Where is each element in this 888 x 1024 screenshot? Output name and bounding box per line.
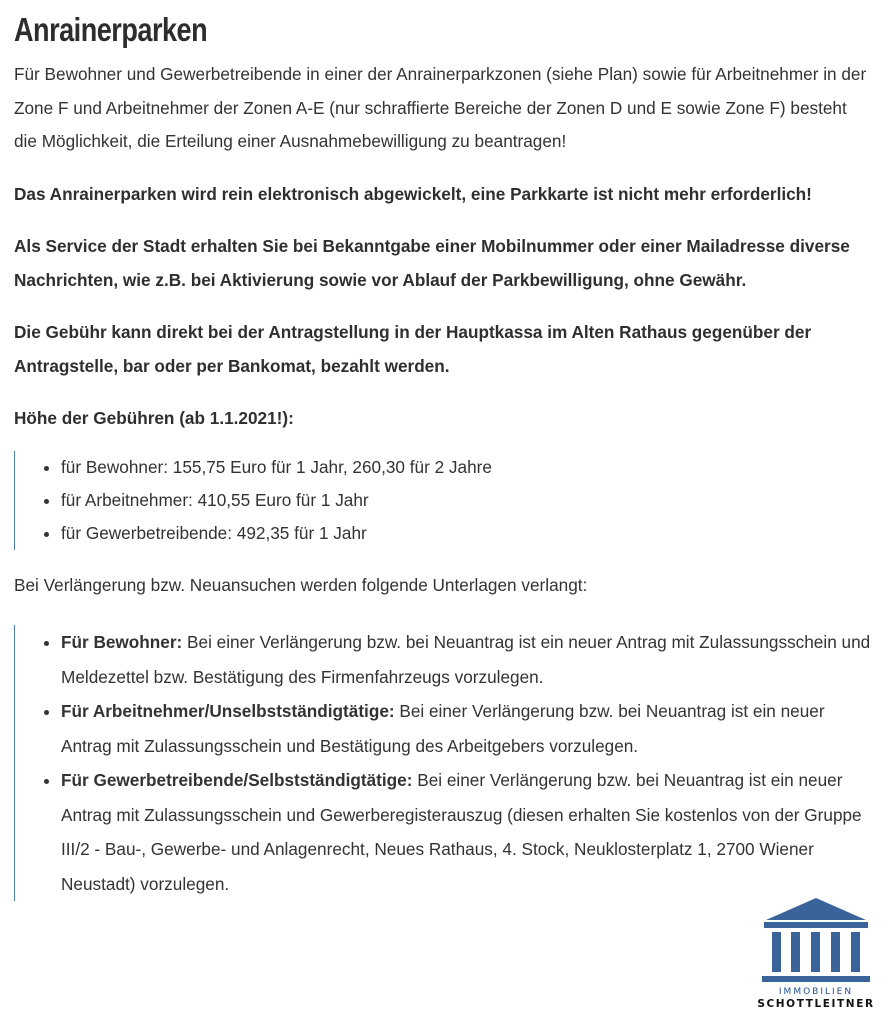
watermark-line1: IMMOBILIEN (778, 987, 854, 997)
documents-list (14, 625, 874, 901)
document-label: Für Arbeitnehmer/Unselbstständigtätige: (61, 701, 395, 721)
electronic-notice: Das Anrainerparken wird rein elektronisch abgewickelt, eine Parkkarte ist nicht mehr erforderlich! (14, 183, 812, 204)
building-columns-icon (756, 890, 876, 986)
watermark-logo (756, 890, 876, 1020)
intro-paragraph: Für Bewohner und Gewerbetreibende in einer der Anrainerparkzonen (siehe Plan) sowie für Arbeitnehmer in der Zone F und Arbeitnehmer der Zonen A-E (nur schraffierte Bereiche der Zonen D und E sowie Zone F) besteht die Möglichkeit, die Erteilung einer Ausnahmebewilligung zu beantragen! (14, 64, 867, 151)
fees-heading: Höhe der Gebühren (ab 1.1.2021!): (14, 408, 294, 428)
page-title: Anrainerparken (14, 11, 208, 48)
documents-intro: Bei Verlängerung bzw. Neuansuchen werden folgende Unterlagen verlangt: (14, 574, 588, 595)
service-notice: Als Service der Stadt erhalten Sie bei Bekanntgabe einer Mobilnummer oder einer Mailadresse diverse Nachrichten, wie z.B. bei Aktivierung sowie vor Ablauf der Parkbewilligung, ohne Gewähr. (14, 236, 850, 290)
fees-list (14, 451, 874, 550)
list-item (61, 694, 874, 763)
list-item (61, 625, 874, 694)
document-label: Für Gewerbetreibende/Selbstständigtätige: (61, 770, 413, 790)
document-text: Bei einer Verlängerung bzw. bei Neuantrag ist ein neuer Antrag mit Zulassungsschein und Meldezettel bzw. Bestätigung des Firmenfahrzeugs vorzulegen. (61, 632, 871, 687)
list-item (61, 763, 874, 901)
list-item: • für Bewohner: 155,75 Euro für 1 Jahr, 260,30 für 2 Jahre (61, 451, 874, 484)
document-text: Bei einer Verlängerung bzw. bei Neuantrag ist ein neuer Antrag mit Zulassungsschein und Bestätigung des Arbeitgebers vorzulegen. (61, 701, 825, 756)
document-text: Bei einer Verlängerung bzw. bei Neuantrag ist ein neuer Antrag mit Zulassungsschein und Gewerberegisterauszug (diesen erhalten Sie kostenlos von der Gruppe III/2 - Bau-, Gewerbe- und Anlagenrecht, Neues Rathaus, 4. Stock, Neuklosterplatz 1, 2700 Wiener Neustadt) vorzulegen. (61, 770, 862, 894)
payment-notice: Die Gebühr kann direkt bei der Antragstellung in der Hauptkassa im Alten Rathaus gegenüber der Antragstelle, bar oder per Bankomat, bezahlt werden. (14, 322, 812, 376)
list-item: • für Arbeitnehmer: 410,55 Euro für 1 Jahr (61, 484, 874, 517)
article (14, 8, 874, 901)
list-item: • für Gewerbetreibende: 492,35 für 1 Jahr (61, 517, 874, 550)
watermark-line2: SCHOTTLEITNER (757, 998, 875, 1010)
document-label: Für Bewohner: (61, 632, 183, 652)
